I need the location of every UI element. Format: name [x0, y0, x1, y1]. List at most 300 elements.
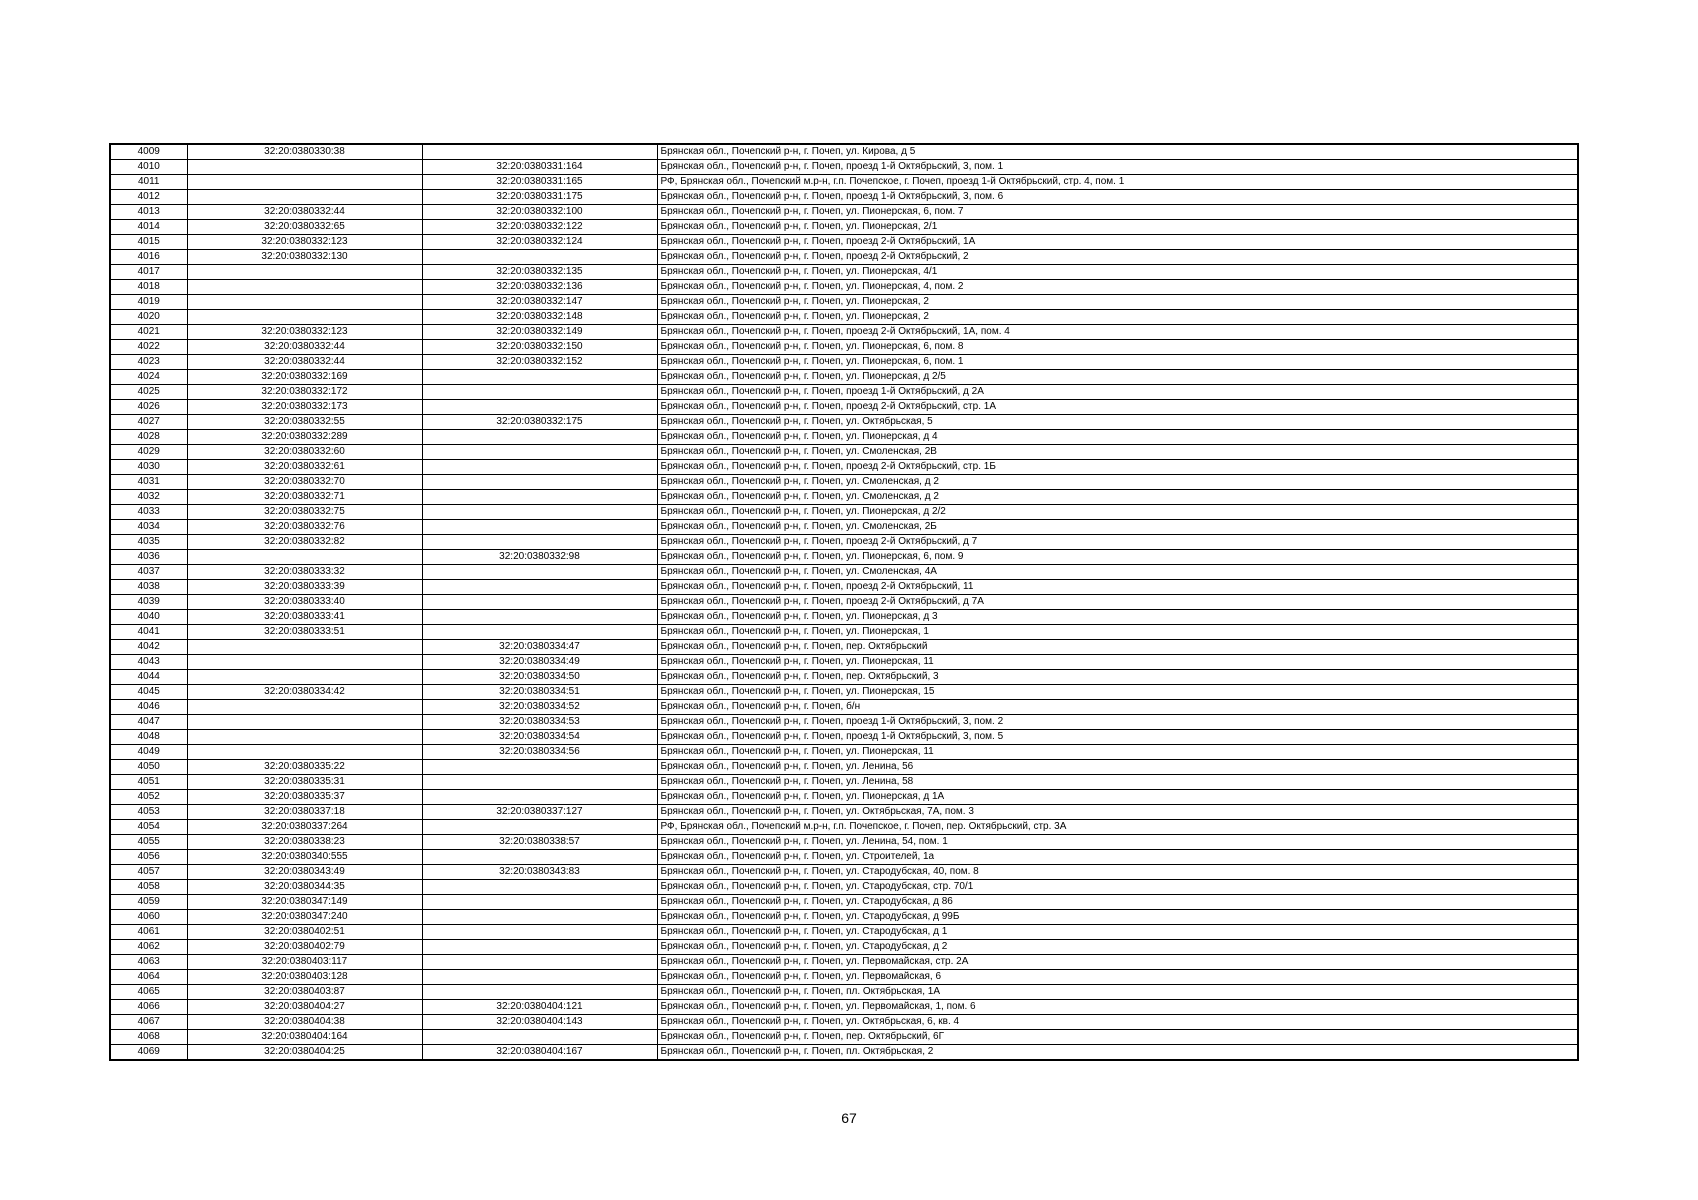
- cadastral-number-secondary: 32:20:0380332:98: [422, 550, 657, 565]
- table-row: [110, 775, 1578, 790]
- cadastral-number-primary: 32:20:0380333:51: [187, 625, 422, 640]
- table-row: [110, 850, 1578, 865]
- row-number: 4062: [110, 940, 187, 955]
- row-number: 4042: [110, 640, 187, 655]
- address-cell: Брянская обл., Почепский р-н, г. Почеп, ул. Пионерская, д 3: [657, 610, 1578, 625]
- row-number: 4067: [110, 1015, 187, 1030]
- table-row: [110, 1030, 1578, 1045]
- table-row: [110, 460, 1578, 475]
- table-row: [110, 430, 1578, 445]
- cadastral-number-secondary: [422, 775, 657, 790]
- table-row: [110, 910, 1578, 925]
- cadastral-number-primary: [187, 640, 422, 655]
- cadastral-number-secondary: [422, 1030, 657, 1045]
- cadastral-number-primary: 32:20:0380343:49: [187, 865, 422, 880]
- table-row: [110, 490, 1578, 505]
- address-cell: Брянская обл., Почепский р-н, г. Почеп, ул. Стародубская, стр. 70/1: [657, 880, 1578, 895]
- cadastral-number-primary: 32:20:0380333:32: [187, 565, 422, 580]
- cadastral-number-primary: 32:20:0380332:75: [187, 505, 422, 520]
- page-number: 67: [841, 1110, 857, 1126]
- table-row: [110, 1000, 1578, 1015]
- address-cell: Брянская обл., Почепский р-н, г. Почеп, ул. Пионерская, 6, пом. 7: [657, 205, 1578, 220]
- row-number: 4019: [110, 295, 187, 310]
- row-number: 4023: [110, 355, 187, 370]
- row-number: 4069: [110, 1045, 187, 1061]
- row-number: 4041: [110, 625, 187, 640]
- cadastral-number-secondary: 32:20:0380331:175: [422, 190, 657, 205]
- row-number: 4056: [110, 850, 187, 865]
- address-cell: РФ, Брянская обл., Почепский м.р-н, г.п. Почепское, г. Почеп, проезд 1-й Октябрьский, стр. 4, пом. 1: [657, 175, 1578, 190]
- table-row: [110, 700, 1578, 715]
- cadastral-number-primary: 32:20:0380403:87: [187, 985, 422, 1000]
- address-cell: Брянская обл., Почепский р-н, г. Почеп, ул. Пионерская, 2: [657, 310, 1578, 325]
- address-cell: Брянская обл., Почепский р-н, г. Почеп, ул. Пионерская, 2: [657, 295, 1578, 310]
- address-cell: Брянская обл., Почепский р-н, г. Почеп, ул. Пионерская, 4/1: [657, 265, 1578, 280]
- cadastral-number-secondary: 32:20:0380332:122: [422, 220, 657, 235]
- cadastral-number-primary: [187, 655, 422, 670]
- cadastral-number-primary: 32:20:0380332:44: [187, 205, 422, 220]
- table-row: [110, 1045, 1578, 1061]
- address-cell: Брянская обл., Почепский р-н, г. Почеп, ул. Пионерская, д 2/5: [657, 370, 1578, 385]
- address-cell: Брянская обл., Почепский р-н, г. Почеп, ул. Кирова, д 5: [657, 144, 1578, 160]
- row-number: 4052: [110, 790, 187, 805]
- cadastral-number-secondary: [422, 445, 657, 460]
- cadastral-number-secondary: 32:20:0380332:136: [422, 280, 657, 295]
- address-cell: Брянская обл., Почепский р-н, г. Почеп, проезд 2-й Октябрьский, д 7А: [657, 595, 1578, 610]
- cadastral-number-secondary: 32:20:0380334:47: [422, 640, 657, 655]
- address-cell: Брянская обл., Почепский р-н, г. Почеп, проезд 2-й Октябрьский, 11: [657, 580, 1578, 595]
- table-row: [110, 325, 1578, 340]
- cadastral-number-primary: [187, 280, 422, 295]
- row-number: 4046: [110, 700, 187, 715]
- address-cell: Брянская обл., Почепский р-н, г. Почеп, ул. Первомайская, 6: [657, 970, 1578, 985]
- cadastral-number-primary: 32:20:0380403:117: [187, 955, 422, 970]
- table-row: [110, 280, 1578, 295]
- cadastral-number-primary: 32:20:0380332:123: [187, 235, 422, 250]
- cadastral-number-primary: 32:20:0380333:41: [187, 610, 422, 625]
- address-cell: Брянская обл., Почепский р-н, г. Почеп, ул. Смоленская, д 2: [657, 490, 1578, 505]
- row-number: 4057: [110, 865, 187, 880]
- cadastral-number-primary: 32:20:0380347:240: [187, 910, 422, 925]
- cadastral-number-secondary: [422, 595, 657, 610]
- address-cell: Брянская обл., Почепский р-н, г. Почеп, б/н: [657, 700, 1578, 715]
- address-cell: Брянская обл., Почепский р-н, г. Почеп, ул. Первомайская, 1, пом. 6: [657, 1000, 1578, 1015]
- table-row: [110, 385, 1578, 400]
- cadastral-number-secondary: 32:20:0380332:149: [422, 325, 657, 340]
- address-cell: Брянская обл., Почепский р-н, г. Почеп, ул. Октябрьская, 7А, пом. 3: [657, 805, 1578, 820]
- row-number: 4029: [110, 445, 187, 460]
- address-cell: Брянская обл., Почепский р-н, г. Почеп, проезд 1-й Октябрьский, 3, пом. 1: [657, 160, 1578, 175]
- address-cell: Брянская обл., Почепский р-н, г. Почеп, ул. Пионерская, 11: [657, 745, 1578, 760]
- table-row: [110, 250, 1578, 265]
- address-cell: Брянская обл., Почепский р-н, г. Почеп, ул. Пионерская, д 4: [657, 430, 1578, 445]
- cadastral-number-primary: 32:20:0380332:169: [187, 370, 422, 385]
- table-row: [110, 160, 1578, 175]
- row-number: 4060: [110, 910, 187, 925]
- address-cell: Брянская обл., Почепский р-н, г. Почеп, ул. Стародубская, д 86: [657, 895, 1578, 910]
- address-cell: Брянская обл., Почепский р-н, г. Почеп, ул. Смоленская, д 2: [657, 475, 1578, 490]
- cadastral-number-primary: 32:20:0380332:123: [187, 325, 422, 340]
- table-row: [110, 370, 1578, 385]
- row-number: 4061: [110, 925, 187, 940]
- address-cell: Брянская обл., Почепский р-н, г. Почеп, ул. Пионерская, 6, пом. 9: [657, 550, 1578, 565]
- address-cell: Брянская обл., Почепский р-н, г. Почеп, ул. Стародубская, 40, пом. 8: [657, 865, 1578, 880]
- cadastral-number-primary: 32:20:0380332:60: [187, 445, 422, 460]
- cadastral-number-primary: 32:20:0380332:82: [187, 535, 422, 550]
- table-row: [110, 175, 1578, 190]
- table-row: [110, 415, 1578, 430]
- table-row: [110, 355, 1578, 370]
- cadastral-number-primary: 32:20:0380332:70: [187, 475, 422, 490]
- cadastral-number-primary: 32:20:0380404:164: [187, 1030, 422, 1045]
- address-cell: Брянская обл., Почепский р-н, г. Почеп, проезд 1-й Октябрьский, 3, пом. 2: [657, 715, 1578, 730]
- row-number: 4038: [110, 580, 187, 595]
- address-cell: Брянская обл., Почепский р-н, г. Почеп, ул. Пионерская, 2/1: [657, 220, 1578, 235]
- address-cell: Брянская обл., Почепский р-н, г. Почеп, ул. Пионерская, 1: [657, 625, 1578, 640]
- row-number: 4032: [110, 490, 187, 505]
- cadastral-number-secondary: [422, 760, 657, 775]
- table-row: [110, 730, 1578, 745]
- table-body: [110, 144, 1578, 1060]
- row-number: 4009: [110, 144, 187, 160]
- cadastral-number-primary: 32:20:0380332:55: [187, 415, 422, 430]
- table-row: [110, 475, 1578, 490]
- row-number: 4027: [110, 415, 187, 430]
- cadastral-number-primary: 32:20:0380332:61: [187, 460, 422, 475]
- cadastral-number-secondary: 32:20:0380332:124: [422, 235, 657, 250]
- address-cell: Брянская обл., Почепский р-н, г. Почеп, ул. Пионерская, д 1А: [657, 790, 1578, 805]
- row-number: 4037: [110, 565, 187, 580]
- cadastral-number-secondary: [422, 565, 657, 580]
- cadastral-number-secondary: 32:20:0380332:150: [422, 340, 657, 355]
- cadastral-number-secondary: 32:20:0380334:50: [422, 670, 657, 685]
- table-row: [110, 400, 1578, 415]
- row-number: 4063: [110, 955, 187, 970]
- address-cell: Брянская обл., Почепский р-н, г. Почеп, ул. Стародубская, д 1: [657, 925, 1578, 940]
- cadastral-number-primary: 32:20:0380332:44: [187, 355, 422, 370]
- row-number: 4026: [110, 400, 187, 415]
- cadastral-number-primary: 32:20:0380344:35: [187, 880, 422, 895]
- cadastral-number-secondary: 32:20:0380332:147: [422, 295, 657, 310]
- table-row: [110, 190, 1578, 205]
- address-cell: Брянская обл., Почепский р-н, г. Почеп, ул. Стародубская, д 2: [657, 940, 1578, 955]
- cadastral-number-secondary: 32:20:0380332:135: [422, 265, 657, 280]
- cadastral-number-primary: 32:20:0380338:23: [187, 835, 422, 850]
- cadastral-number-primary: 32:20:0380347:149: [187, 895, 422, 910]
- row-number: 4066: [110, 1000, 187, 1015]
- table-row: [110, 144, 1578, 160]
- cadastral-number-primary: 32:20:0380335:22: [187, 760, 422, 775]
- row-number: 4013: [110, 205, 187, 220]
- row-number: 4012: [110, 190, 187, 205]
- table-row: [110, 655, 1578, 670]
- table-row: [110, 235, 1578, 250]
- row-number: 4020: [110, 310, 187, 325]
- row-number: 4064: [110, 970, 187, 985]
- table-row: [110, 925, 1578, 940]
- cadastral-number-secondary: 32:20:0380337:127: [422, 805, 657, 820]
- row-number: 4022: [110, 340, 187, 355]
- address-cell: Брянская обл., Почепский р-н, г. Почеп, ул. Ленина, 58: [657, 775, 1578, 790]
- address-cell: Брянская обл., Почепский р-н, г. Почеп, ул. Октябрьская, 6, кв. 4: [657, 1015, 1578, 1030]
- cadastral-number-secondary: 32:20:0380334:54: [422, 730, 657, 745]
- cadastral-number-primary: [187, 175, 422, 190]
- row-number: 4040: [110, 610, 187, 625]
- address-cell: Брянская обл., Почепский р-н, г. Почеп, проезд 2-й Октябрьский, стр. 1Б: [657, 460, 1578, 475]
- address-cell: РФ, Брянская обл., Почепский м.р-н, г.п. Почепское, г. Почеп, пер. Октябрьский, стр. 3А: [657, 820, 1578, 835]
- row-number: 4043: [110, 655, 187, 670]
- row-number: 4045: [110, 685, 187, 700]
- table-row: [110, 820, 1578, 835]
- address-cell: Брянская обл., Почепский р-н, г. Почеп, ул. Стародубская, д 99Б: [657, 910, 1578, 925]
- row-number: 4055: [110, 835, 187, 850]
- cadastral-number-secondary: [422, 535, 657, 550]
- table-row: [110, 685, 1578, 700]
- table-row: [110, 970, 1578, 985]
- cadastral-number-secondary: [422, 850, 657, 865]
- cadastral-number-secondary: [422, 430, 657, 445]
- address-cell: Брянская обл., Почепский р-н, г. Почеп, ул. Смоленская, 4А: [657, 565, 1578, 580]
- table-row: [110, 985, 1578, 1000]
- cadastral-number-secondary: [422, 940, 657, 955]
- cadastral-number-primary: [187, 265, 422, 280]
- cadastral-number-primary: 32:20:0380340:555: [187, 850, 422, 865]
- table-row: [110, 790, 1578, 805]
- address-cell: Брянская обл., Почепский р-н, г. Почеп, пер. Октябрьский, 3: [657, 670, 1578, 685]
- table-row: [110, 880, 1578, 895]
- table-row: [110, 670, 1578, 685]
- cadastral-number-secondary: [422, 625, 657, 640]
- table-row: [110, 595, 1578, 610]
- table-row: [110, 895, 1578, 910]
- address-cell: Брянская обл., Почепский р-н, г. Почеп, ул. Пионерская, 15: [657, 685, 1578, 700]
- row-number: 4015: [110, 235, 187, 250]
- cadastral-number-primary: [187, 295, 422, 310]
- row-number: 4054: [110, 820, 187, 835]
- row-number: 4035: [110, 535, 187, 550]
- cadastral-number-secondary: [422, 970, 657, 985]
- table-row: [110, 445, 1578, 460]
- cadastral-number-primary: 32:20:0380332:44: [187, 340, 422, 355]
- row-number: 4031: [110, 475, 187, 490]
- table-row: [110, 565, 1578, 580]
- cadastral-number-secondary: [422, 820, 657, 835]
- cadastral-number-primary: 32:20:0380332:172: [187, 385, 422, 400]
- row-number: 4011: [110, 175, 187, 190]
- cadastral-number-primary: [187, 670, 422, 685]
- table-row: [110, 760, 1578, 775]
- table-row: [110, 865, 1578, 880]
- cadastral-number-primary: 32:20:0380335:37: [187, 790, 422, 805]
- cadastral-number-primary: 32:20:0380332:130: [187, 250, 422, 265]
- row-number: 4059: [110, 895, 187, 910]
- cadastral-number-primary: 32:20:0380337:264: [187, 820, 422, 835]
- table-row: [110, 610, 1578, 625]
- address-cell: Брянская обл., Почепский р-н, г. Почеп, проезд 2-й Октябрьский, д 7: [657, 535, 1578, 550]
- cadastral-number-primary: 32:20:0380335:31: [187, 775, 422, 790]
- row-number: 4034: [110, 520, 187, 535]
- cadastral-number-secondary: [422, 925, 657, 940]
- address-cell: Брянская обл., Почепский р-н, г. Почеп, ул. Строителей, 1а: [657, 850, 1578, 865]
- table-row: [110, 310, 1578, 325]
- cadastral-number-primary: 32:20:0380333:39: [187, 580, 422, 595]
- row-number: 4050: [110, 760, 187, 775]
- address-cell: Брянская обл., Почепский р-н, г. Почеп, ул. Пионерская, 11: [657, 655, 1578, 670]
- table-row: [110, 1015, 1578, 1030]
- cadastral-number-secondary: [422, 880, 657, 895]
- table-row: [110, 745, 1578, 760]
- cadastral-number-primary: 32:20:0380332:173: [187, 400, 422, 415]
- address-cell: Брянская обл., Почепский р-н, г. Почеп, ул. Пионерская, 6, пом. 1: [657, 355, 1578, 370]
- address-cell: Брянская обл., Почепский р-н, г. Почеп, ул. Октябрьская, 5: [657, 415, 1578, 430]
- cadastral-number-primary: 32:20:0380332:71: [187, 490, 422, 505]
- address-cell: Брянская обл., Почепский р-н, г. Почеп, проезд 2-й Октябрьский, 1А: [657, 235, 1578, 250]
- address-cell: Брянская обл., Почепский р-н, г. Почеп, проезд 2-й Октябрьский, 1А, пом. 4: [657, 325, 1578, 340]
- address-cell: Брянская обл., Почепский р-н, г. Почеп, пер. Октябрьский: [657, 640, 1578, 655]
- row-number: 4024: [110, 370, 187, 385]
- cadastral-number-primary: [187, 190, 422, 205]
- cadastral-table: [109, 143, 1579, 1061]
- table-row: [110, 580, 1578, 595]
- row-number: 4047: [110, 715, 187, 730]
- cadastral-number-primary: 32:20:0380404:27: [187, 1000, 422, 1015]
- address-cell: Брянская обл., Почепский р-н, г. Почеп, ул. Ленина, 54, пом. 1: [657, 835, 1578, 850]
- cadastral-number-secondary: [422, 460, 657, 475]
- cadastral-number-secondary: 32:20:0380404:121: [422, 1000, 657, 1015]
- cadastral-number-secondary: [422, 400, 657, 415]
- table-row: [110, 550, 1578, 565]
- cadastral-number-primary: [187, 745, 422, 760]
- cadastral-number-primary: 32:20:0380404:38: [187, 1015, 422, 1030]
- table-row: [110, 265, 1578, 280]
- cadastral-number-secondary: [422, 144, 657, 160]
- table-row: [110, 625, 1578, 640]
- cadastral-number-primary: [187, 715, 422, 730]
- address-cell: Брянская обл., Почепский р-н, г. Почеп, ул. Пионерская, д 2/2: [657, 505, 1578, 520]
- cadastral-number-secondary: 32:20:0380331:165: [422, 175, 657, 190]
- cadastral-number-secondary: [422, 475, 657, 490]
- cadastral-number-secondary: 32:20:0380404:167: [422, 1045, 657, 1061]
- cadastral-number-secondary: [422, 910, 657, 925]
- address-cell: Брянская обл., Почепский р-н, г. Почеп, ул. Смоленская, 2Б: [657, 520, 1578, 535]
- cadastral-number-primary: 32:20:0380332:289: [187, 430, 422, 445]
- cadastral-number-secondary: 32:20:0380404:143: [422, 1015, 657, 1030]
- address-cell: Брянская обл., Почепский р-н, г. Почеп, проезд 2-й Октябрьский, 2: [657, 250, 1578, 265]
- table-row: [110, 805, 1578, 820]
- row-number: 4017: [110, 265, 187, 280]
- cadastral-number-primary: 32:20:0380330:38: [187, 144, 422, 160]
- table-row: [110, 520, 1578, 535]
- cadastral-number-secondary: [422, 790, 657, 805]
- row-number: 4014: [110, 220, 187, 235]
- cadastral-number-secondary: [422, 505, 657, 520]
- cadastral-number-primary: [187, 730, 422, 745]
- cadastral-number-primary: 32:20:0380402:51: [187, 925, 422, 940]
- row-number: 4010: [110, 160, 187, 175]
- cadastral-number-secondary: [422, 610, 657, 625]
- table-row: [110, 715, 1578, 730]
- cadastral-number-secondary: 32:20:0380332:148: [422, 310, 657, 325]
- address-cell: Брянская обл., Почепский р-н, г. Почеп, ул. Пионерская, 4, пом. 2: [657, 280, 1578, 295]
- address-cell: Брянская обл., Почепский р-н, г. Почеп, проезд 1-й Октябрьский, 3, пом. 6: [657, 190, 1578, 205]
- row-number: 4033: [110, 505, 187, 520]
- cadastral-number-primary: [187, 160, 422, 175]
- table-row: [110, 205, 1578, 220]
- cadastral-number-secondary: [422, 370, 657, 385]
- table-row: [110, 505, 1578, 520]
- row-number: 4048: [110, 730, 187, 745]
- table-row: [110, 955, 1578, 970]
- table-row: [110, 535, 1578, 550]
- address-cell: Брянская обл., Почепский р-н, г. Почеп, пл. Октябрьская, 1А: [657, 985, 1578, 1000]
- table-row: [110, 340, 1578, 355]
- cadastral-number-secondary: [422, 955, 657, 970]
- cadastral-number-secondary: 32:20:0380334:49: [422, 655, 657, 670]
- row-number: 4028: [110, 430, 187, 445]
- cadastral-number-secondary: 32:20:0380334:56: [422, 745, 657, 760]
- cadastral-number-primary: [187, 700, 422, 715]
- table-row: [110, 835, 1578, 850]
- address-cell: Брянская обл., Почепский р-н, г. Почеп, ул. Смоленская, 2В: [657, 445, 1578, 460]
- row-number: 4049: [110, 745, 187, 760]
- row-number: 4068: [110, 1030, 187, 1045]
- cadastral-number-secondary: 32:20:0380332:152: [422, 355, 657, 370]
- row-number: 4039: [110, 595, 187, 610]
- row-number: 4016: [110, 250, 187, 265]
- row-number: 4065: [110, 985, 187, 1000]
- row-number: 4044: [110, 670, 187, 685]
- cadastral-number-secondary: [422, 490, 657, 505]
- cadastral-number-primary: 32:20:0380402:79: [187, 940, 422, 955]
- row-number: 4036: [110, 550, 187, 565]
- cadastral-number-primary: [187, 550, 422, 565]
- cadastral-number-secondary: 32:20:0380334:52: [422, 700, 657, 715]
- cadastral-number-primary: 32:20:0380333:40: [187, 595, 422, 610]
- cadastral-number-secondary: [422, 985, 657, 1000]
- cadastral-number-primary: [187, 310, 422, 325]
- row-number: 4058: [110, 880, 187, 895]
- table-row: [110, 295, 1578, 310]
- cadastral-number-secondary: [422, 580, 657, 595]
- cadastral-number-secondary: 32:20:0380334:51: [422, 685, 657, 700]
- address-cell: Брянская обл., Почепский р-н, г. Почеп, проезд 1-й Октябрьский, д 2А: [657, 385, 1578, 400]
- address-cell: Брянская обл., Почепский р-н, г. Почеп, ул. Пионерская, 6, пом. 8: [657, 340, 1578, 355]
- cadastral-number-secondary: 32:20:0380331:164: [422, 160, 657, 175]
- cadastral-number-primary: 32:20:0380334:42: [187, 685, 422, 700]
- cadastral-number-primary: 32:20:0380403:128: [187, 970, 422, 985]
- address-cell: Брянская обл., Почепский р-н, г. Почеп, проезд 1-й Октябрьский, 3, пом. 5: [657, 730, 1578, 745]
- row-number: 4030: [110, 460, 187, 475]
- cadastral-number-primary: 32:20:0380332:65: [187, 220, 422, 235]
- address-cell: Брянская обл., Почепский р-н, г. Почеп, проезд 2-й Октябрьский, стр. 1А: [657, 400, 1578, 415]
- address-cell: Брянская обл., Почепский р-н, г. Почеп, ул. Первомайская, стр. 2А: [657, 955, 1578, 970]
- address-cell: Брянская обл., Почепский р-н, г. Почеп, пл. Октябрьская, 2: [657, 1045, 1578, 1061]
- row-number: 4051: [110, 775, 187, 790]
- address-cell: Брянская обл., Почепский р-н, г. Почеп, пер. Октябрьский, 6Г: [657, 1030, 1578, 1045]
- row-number: 4021: [110, 325, 187, 340]
- table-row: [110, 220, 1578, 235]
- cadastral-number-primary: 32:20:0380332:76: [187, 520, 422, 535]
- row-number: 4025: [110, 385, 187, 400]
- cadastral-number-primary: 32:20:0380404:25: [187, 1045, 422, 1061]
- cadastral-number-secondary: [422, 385, 657, 400]
- row-number: 4018: [110, 280, 187, 295]
- cadastral-number-secondary: [422, 520, 657, 535]
- table-row: [110, 940, 1578, 955]
- cadastral-number-secondary: 32:20:0380332:175: [422, 415, 657, 430]
- cadastral-number-secondary: 32:20:0380343:83: [422, 865, 657, 880]
- cadastral-number-secondary: [422, 895, 657, 910]
